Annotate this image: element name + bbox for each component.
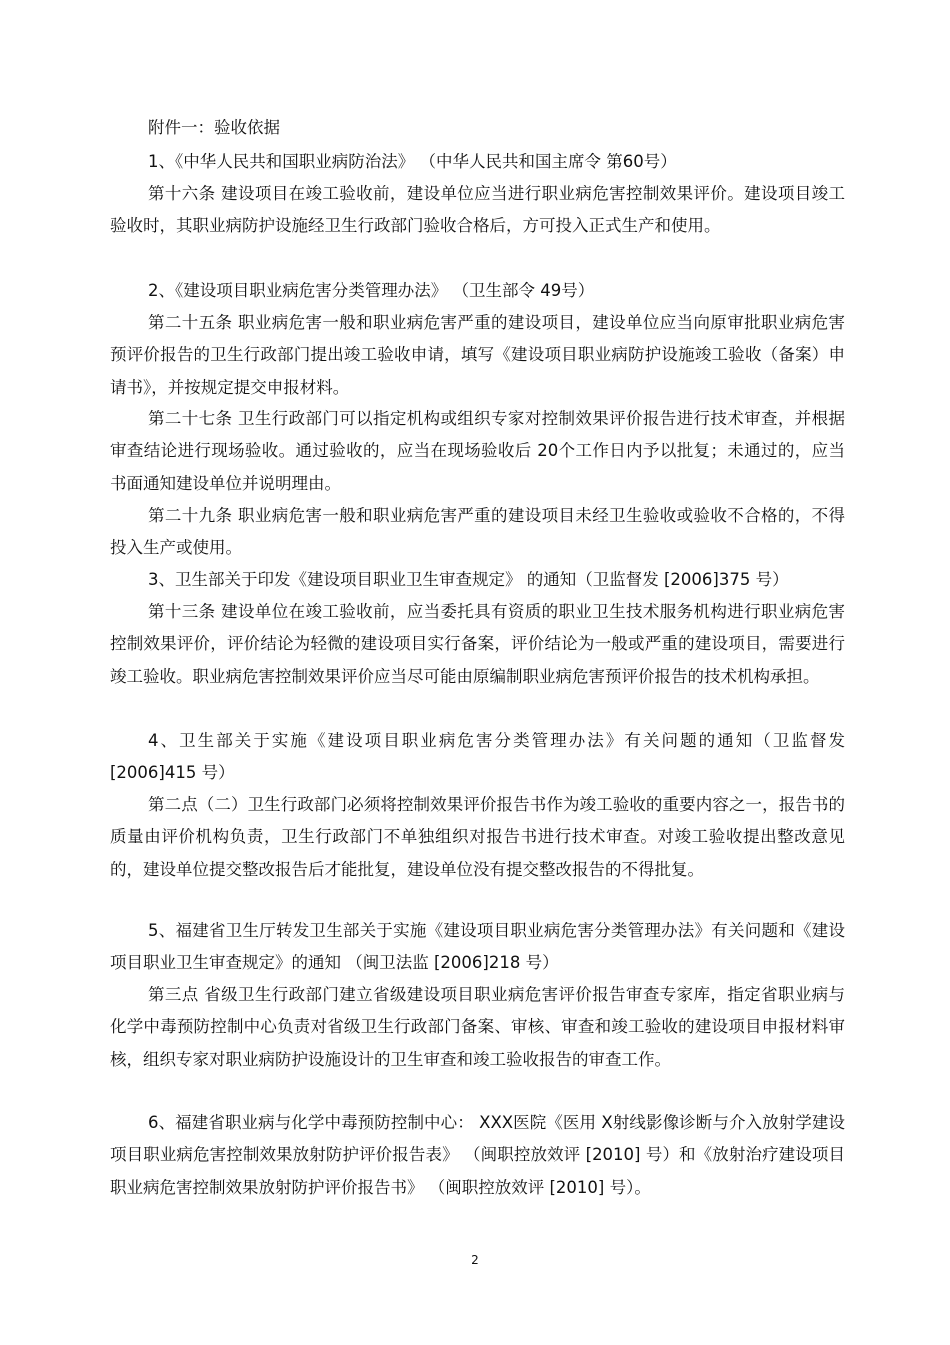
attachment-heading: 附件一：验收依据 <box>148 118 280 137</box>
paragraph-fujian-center: 6、福建省职业病与化学中毒预防控制中心： XXX医院《医用 X射线影像诊断与介入放射学建设项目职业病危害控制效果放射防护评价报告表》 （闽职控放效评 [2010] 号）和《放射治疗建设项目职业病危害控制效果放射防护评价报告书》 （闽职控放效评 [2010] 号）。 <box>110 1113 845 1197</box>
paragraph-fujian-notice: 5、福建省卫生厅转发卫生部关于实施《建设项目职业病危害分类管理办法》有关问题和《建设项目职业卫生审查规定》的通知 （闽卫法监 [2006]218 号） <box>110 921 845 973</box>
paragraph-article-27: 第二十七条 卫生行政部门可以指定机构或组织专家对控制效果评价报告进行技术审查，并根据审查结论进行现场验收。通过验收的，应当在现场验收后 20个工作日内予以批复；未通过的，应当书面通知建设单位并说明理由。 <box>110 409 845 493</box>
paragraph-point-3: 第三点 省级卫生行政部门建立省级建设项目职业病危害评价报告审查专家库，指定省职业病与化学中毒预防控制中心负责对省级卫生行政部门备案、审核、审查和竣工验收的建设项目申报材料审核，组织专家对职业病防护设施设计的卫生审查和竣工验收报告的审查工作。 <box>110 985 845 1069</box>
paragraph-measures-title: 2、《建设项目职业病危害分类管理办法》 （卫生部令 49号） <box>148 281 595 300</box>
paragraph-article-16: 第十六条 建设项目在竣工验收前，建设单位应当进行职业病危害控制效果评价。建设项目竣工验收时，其职业病防护设施经卫生行政部门验收合格后，方可投入正式生产和使用。 <box>110 184 845 236</box>
page-number: 2 <box>471 1253 479 1267</box>
paragraph-point-2: 第二点（二）卫生行政部门必须将控制效果评价报告书作为竣工验收的重要内容之一，报告书的质量由评价机构负责，卫生行政部门不单独组织对报告书进行技术审查。对竣工验收提出整改意见的，建设单位提交整改报告后才能批复，建设单位没有提交整改报告的不得批复。 <box>110 795 845 879</box>
paragraph-article-25: 第二十五条 职业病危害一般和职业病危害严重的建设项目，建设单位应当向原审批职业病危害预评价报告的卫生行政部门提出竣工验收申请，填写《建设项目职业病防护设施竣工验收（备案）申请书》，并按规定提交申报材料。 <box>110 313 845 397</box>
paragraph-law-title: 1、《中华人民共和国职业病防治法》 （中华人民共和国主席令 第60号） <box>148 152 677 171</box>
paragraph-article-13: 第十三条 建设单位在竣工验收前，应当委托具有资质的职业卫生技术服务机构进行职业病危害控制效果评价，评价结论为轻微的建设项目实行备案，评价结论为一般或严重的建设项目，需要进行竣工验收。职业病危害控制效果评价应当尽可能由原编制职业病危害预评价报告的技术机构承担。 <box>110 602 845 686</box>
paragraph-notice-375: 3、卫生部关于印发《建设项目职业卫生审查规定》 的通知（卫监督发 [2006]375 号） <box>148 570 789 589</box>
paragraph-notice-415: 4、卫生部关于实施《建设项目职业病危害分类管理办法》有关问题的通知（卫监督发[2006]415 号） <box>110 731 845 783</box>
paragraph-article-29: 第二十九条 职业病危害一般和职业病危害严重的建设项目未经卫生验收或验收不合格的，不得投入生产或使用。 <box>110 506 845 558</box>
